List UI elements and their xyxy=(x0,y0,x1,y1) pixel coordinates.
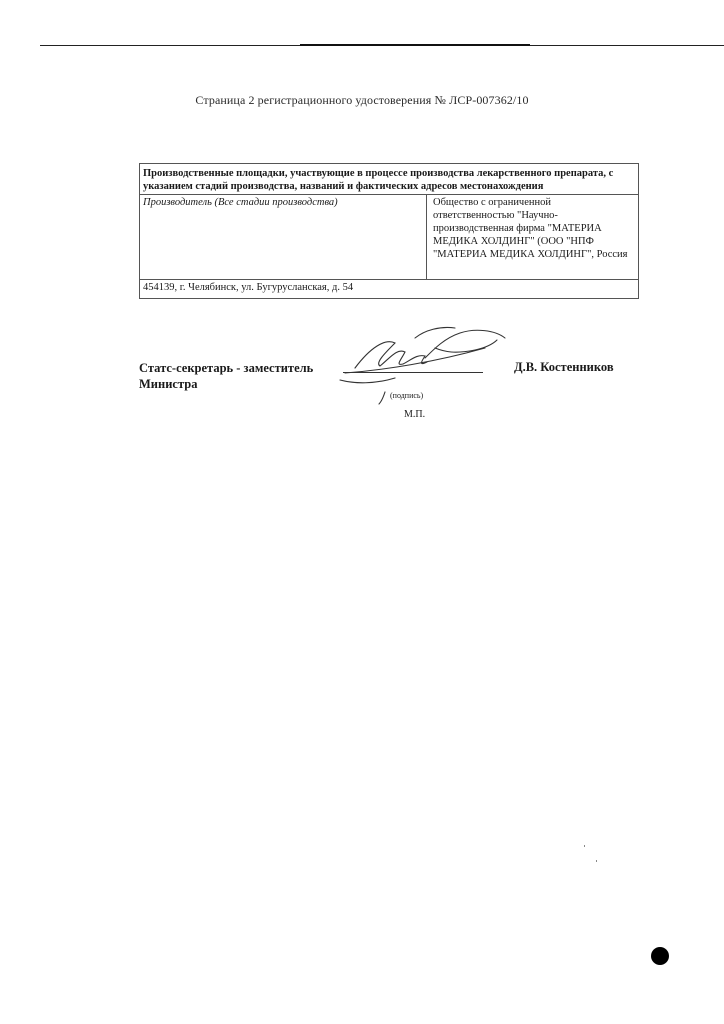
signatory-title: Статс-секретарь - заместитель Министра xyxy=(139,361,314,391)
manufacturer-role: Производитель (Все стадии производства) xyxy=(140,195,427,280)
signatory-name: Д.В. Костенников xyxy=(514,360,614,374)
table-header-row xyxy=(140,164,639,195)
signature-caption: (подпись) xyxy=(390,391,424,400)
manufacturer-address: 454139, г. Челябинск, ул. Бугурусланская, д. 54 xyxy=(140,280,639,299)
table-row xyxy=(140,195,639,280)
table-heading: Производственные площадки, участвующие в процессе производства лекарственного препарата, с указанием стадий производства, названий и фактических адресов местонахождения xyxy=(140,164,639,195)
seal-mark: М.П. xyxy=(404,409,426,420)
signature-line xyxy=(343,372,483,373)
scan-speck xyxy=(584,845,585,847)
scan-speck xyxy=(596,860,597,862)
production-sites-table xyxy=(139,163,639,299)
scan-dot-mark xyxy=(651,947,669,965)
table-row xyxy=(140,280,639,299)
page-header: Страница 2 регистрационного удостоверения № ЛСР-007362/10 xyxy=(195,93,529,107)
top-rule-thick xyxy=(300,44,530,46)
manufacturer-organization: Общество с ограниченной ответственностью "Научно-производственная фирма "МАТЕРИА МЕДИКА ХОЛДИНГ" (ООО "НПФ "МАТЕРИА МЕДИКА ХОЛДИНГ", Россия xyxy=(427,195,639,280)
